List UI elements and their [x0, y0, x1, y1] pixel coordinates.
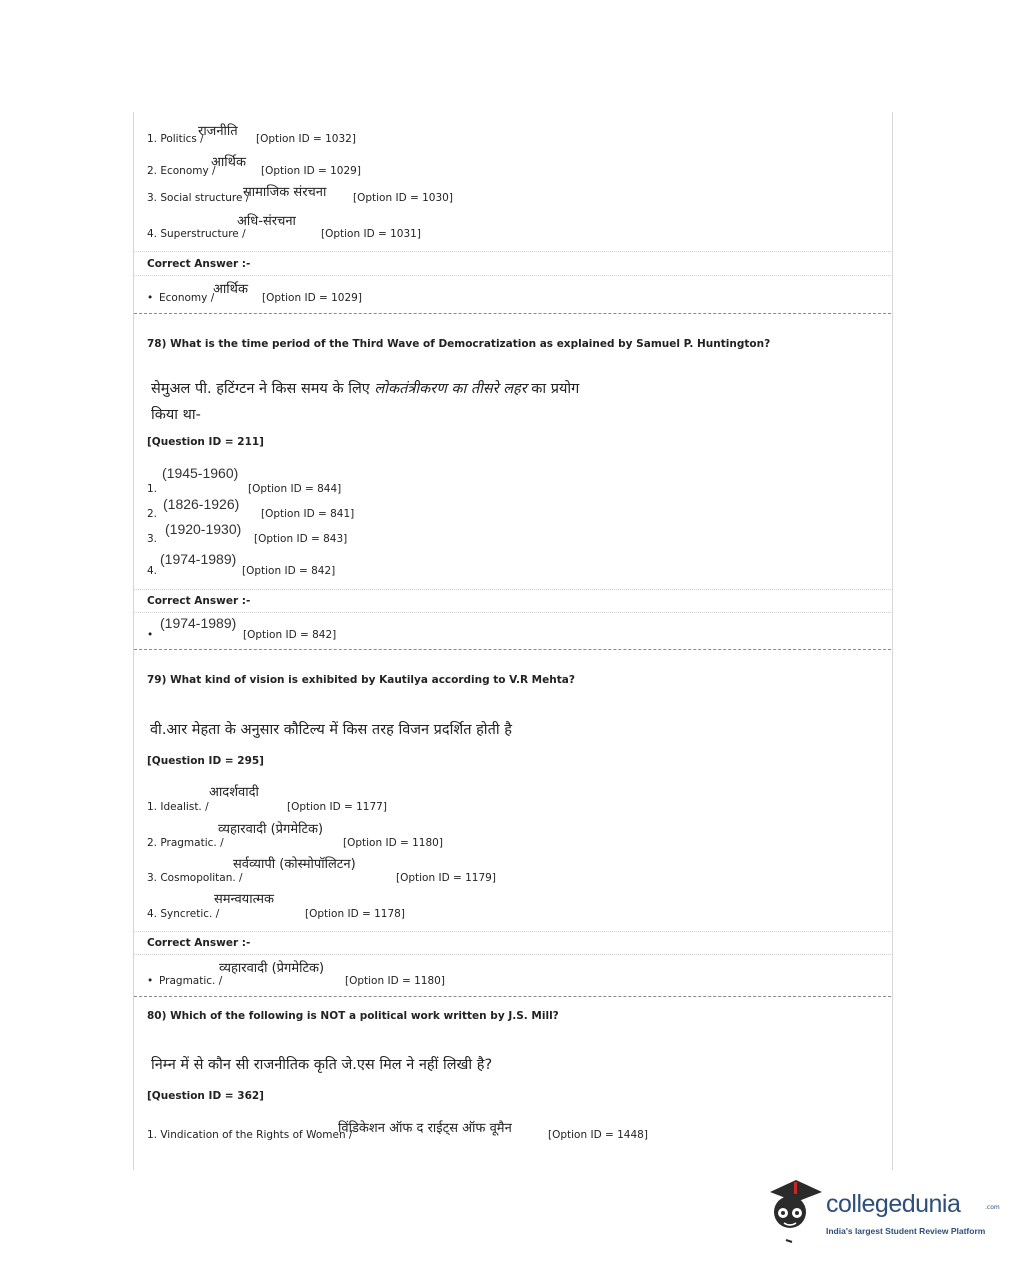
q77-opt4-id: [Option ID = 1031]: [321, 228, 421, 240]
q77-opt1-hindi: राजनीति: [198, 124, 238, 139]
q77-opt4-hindi: अधि-संरचना: [237, 214, 296, 229]
q78-opt2-year: (1826-1926): [163, 496, 240, 512]
q80-question: 80) Which of the following is NOT a political work written by J.S. Mill?: [147, 1010, 559, 1022]
q77-opt3-hindi: सामाजिक संरचना: [243, 185, 327, 200]
collegedunia-logo: [766, 1176, 1000, 1246]
q79-answer-label: Pragmatic. /: [159, 975, 223, 987]
q79-opt2-id: [Option ID = 1180]: [343, 837, 443, 849]
question-separator: [134, 996, 891, 997]
q78-hindi-line2: किया था-: [151, 407, 201, 423]
q78-hindi-line1: [151, 378, 579, 398]
q78-opt2-id: [Option ID = 841]: [261, 508, 355, 520]
q78-opt1-num: 1.: [147, 483, 158, 495]
divider: [134, 931, 891, 932]
q77-opt3-id: [Option ID = 1030]: [353, 192, 453, 204]
q78-question-id: [Question ID = 211]: [147, 436, 264, 448]
q79-opt3-hindi: सर्वव्यापी (कोस्मोपॉलिटन): [233, 857, 356, 872]
q77-opt2-id: [Option ID = 1029]: [261, 165, 361, 177]
q79-question-id: [Question ID = 295]: [147, 755, 264, 767]
q77-opt3-label: 3. Social structure /: [147, 192, 250, 204]
q77-answer-hindi: आर्थिक: [213, 282, 248, 297]
q79-answer-id: [Option ID = 1180]: [345, 975, 445, 987]
q78-opt1-year: (1945-1960): [162, 465, 239, 481]
q78-opt4-id: [Option ID = 842]: [242, 565, 336, 577]
q79-opt2-hindi: व्यहारवादी (प्रेगमेटिक): [218, 822, 324, 837]
question-separator: [134, 313, 891, 314]
q77-answer-id: [Option ID = 1029]: [262, 292, 362, 304]
question-separator: [134, 649, 891, 650]
q78-opt4-num: 4.: [147, 565, 158, 577]
q79-opt4-label: 4. Syncretic. /: [147, 908, 220, 920]
q78-hindi-part-a: सेमुअल पी. हटिंग्टन ने किस समय के लिए: [151, 381, 370, 397]
q78-answer-year: (1974-1989): [160, 615, 237, 631]
q77-answer-label: Economy /: [159, 292, 215, 304]
q79-answer-hindi: व्यहारवादी (प्रेगमेटिक): [219, 961, 325, 976]
q79-answer-bullet: •: [147, 975, 154, 987]
q77-answer-bullet: •: [147, 292, 154, 304]
logo-com: .com: [985, 1204, 1000, 1211]
divider: [134, 612, 891, 613]
divider: [134, 251, 891, 252]
q77-opt2-hindi: आर्थिक: [211, 155, 246, 170]
q80-hindi: निम्न में से कौन सी राजनीतिक कृति जे.एस मिल ने नहीं लिखी है?: [151, 1057, 493, 1073]
q79-correct-heading: Correct Answer :-: [147, 937, 251, 949]
q80-question-id: [Question ID = 362]: [147, 1090, 264, 1102]
q77-opt1-label: 1. Politics /: [147, 133, 204, 145]
q78-correct-heading: Correct Answer :-: [147, 595, 251, 607]
q78-hindi-part-c: का प्रयोग: [531, 381, 580, 397]
q79-opt1-hindi: आदर्शवादी: [209, 785, 259, 800]
q79-hindi: वी.आर मेहता के अनुसार कौटिल्य में किस तरह विजन प्रदर्शित होती है: [150, 722, 512, 738]
q79-question: 79) What kind of vision is exhibited by Kautilya according to V.R Mehta?: [147, 674, 575, 686]
q78-answer-bullet: •: [147, 629, 154, 641]
q78-hindi-italic: लोकतंत्रीकरण का तीसरे लहर: [374, 381, 527, 397]
logo-tagline: India's largest Student Review Platform: [826, 1226, 986, 1236]
divider: [134, 589, 891, 590]
q79-opt1-label: 1. Idealist. /: [147, 801, 209, 813]
q80-opt1-id: [Option ID = 1448]: [548, 1129, 648, 1141]
q77-opt4-label: 4. Superstructure /: [147, 228, 246, 240]
q78-opt2-num: 2.: [147, 508, 158, 520]
q79-opt4-hindi: समन्वयात्मक: [214, 892, 274, 907]
q80-opt1-label: 1. Vindication of the Rights of Women /: [147, 1129, 353, 1141]
q80-opt1-hindi: विंडिकेशन ऑफ द राईट्स ऑफ वूमैन: [338, 1121, 512, 1136]
divider: [134, 954, 891, 955]
q79-opt2-label: 2. Pragmatic. /: [147, 837, 224, 849]
q77-correct-heading: Correct Answer :-: [147, 258, 251, 270]
divider: [134, 275, 891, 276]
q78-opt4-year: (1974-1989): [160, 551, 237, 567]
student-mascot-icon: [766, 1176, 826, 1246]
logo-wordmark: collegedunia: [826, 1190, 961, 1218]
q79-opt3-id: [Option ID = 1179]: [396, 872, 496, 884]
q78-opt3-id: [Option ID = 843]: [254, 533, 348, 545]
q79-opt3-label: 3. Cosmopolitan. /: [147, 872, 243, 884]
q79-opt4-id: [Option ID = 1178]: [305, 908, 405, 920]
q78-opt1-id: [Option ID = 844]: [248, 483, 342, 495]
q77-opt2-label: 2. Economy /: [147, 165, 216, 177]
q78-question: 78) What is the time period of the Third Wave of Democratization as explained by Samuel P. Huntington?: [147, 338, 771, 350]
q78-opt3-num: 3.: [147, 533, 158, 545]
q77-opt1-id: [Option ID = 1032]: [256, 133, 356, 145]
q79-opt1-id: [Option ID = 1177]: [287, 801, 387, 813]
q78-opt3-year: (1920-1930): [165, 521, 242, 537]
q78-answer-id: [Option ID = 842]: [243, 629, 337, 641]
